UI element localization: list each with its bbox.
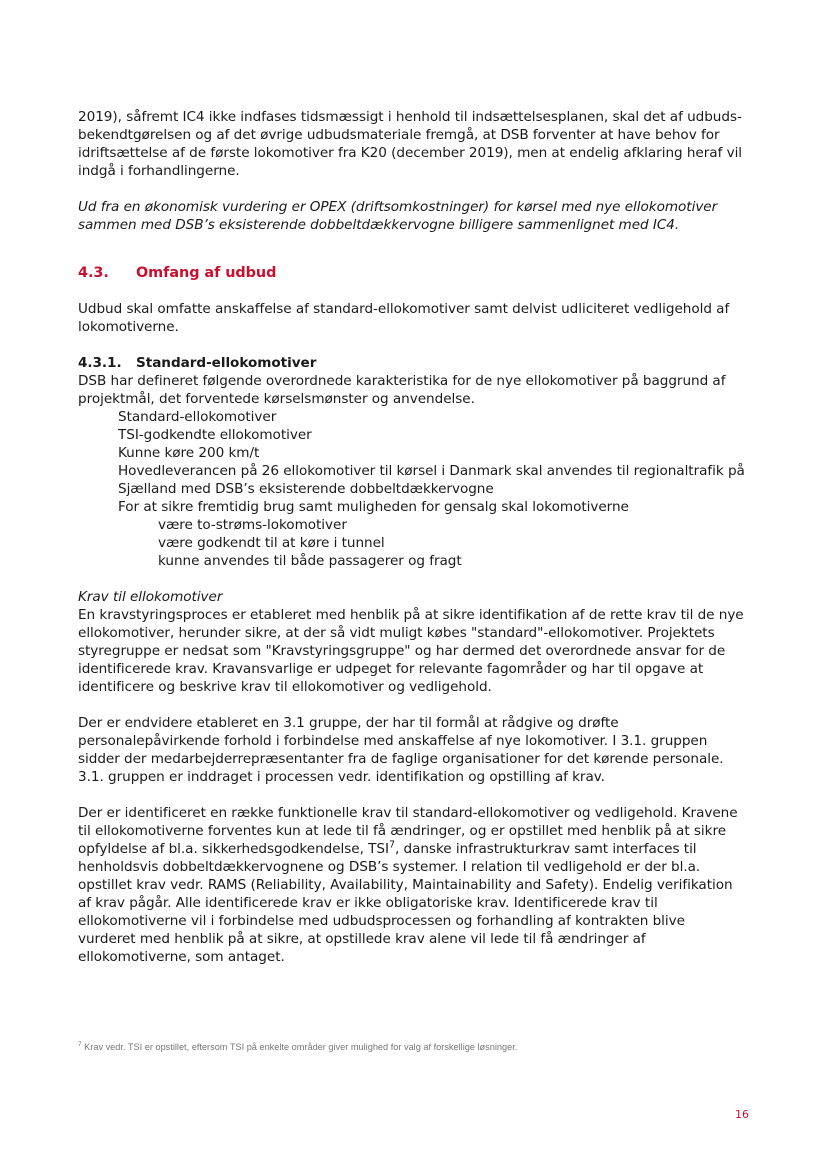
krav-paragraph-3-start: Der er identificeret en række funktionelle krav til standard-ellokomotiver og vedligehold. Kravene til ellokomotiverne forventes kun at lede til få ændringer, og er opstillet med henblik på at sikre opfyldelse af bl.a. sikkerhedsgodkendelse, TSI [78,805,738,857]
subsection-title: Standard-ellokomotiver [136,355,317,371]
characteristics-list [78,408,746,516]
krav-heading: Krav til ellokomotiver [78,589,223,605]
krav-paragraph-3-end: , danske infrastrukturkrav samt interfaces til henholdsvis dobbeltdækkervognene og DSB’s systemer. I relation til vedligehold er der bl.a. opstillet krav vedr. RAMS (Reliability, Availability, Maintainability and Safety). Endelig verifikation af krav pågår. Alle identificerede krav er ikke obligatoriske krav. Identificerede krav til ellokomotiverne vil i forbindelse med udbudsprocessen og forhandling af kontrakten blive vurderet med henblik på at sikre, at opstillede krav alene vil lede til få ændringer af ellokomotiverne, som antaget. [78,841,733,965]
list-item: kunne anvendes til både passagerer og fragt [158,553,462,569]
opex-paragraph: Ud fra en økonomisk vurdering er OPEX (driftsomkostninger) for kørsel med nye ellokomotiver sammen med DSB’s eksisterende dobbeltdækkervogne billigere sammenlignet med IC4. [78,199,718,233]
list-item: Hovedleverancen på 26 ellokomotiver til kørsel i Danmark skal anvendes til regionaltrafik på Sjælland med DSB’s eksisterende dobbeltdækkervogne [118,463,745,497]
list-item: TSI-godkendte ellokomotiver [118,427,312,443]
footnote-reference[interactable]: 7 [388,839,395,851]
list-item: Kunne køre 200 km/t [118,445,260,461]
subsection-number: 4.3.1. [78,355,122,371]
page-content [78,108,746,966]
footnote-text: Krav vedr. TSI er opstillet, eftersom TSI på enkelte områder giver mulighed for valg af forskellige løsninger. [81,1042,518,1052]
krav-paragraph-1: En kravstyringsproces er etableret med henblik på at sikre identifikation af de rette krav til de nye ellokomotiver, herunder sikre, at der så vidt muligt købes "standard"-ellokomotiver. Projektets styregruppe er nedsat som "Kravstyringsgruppe" og har dermed det overordnede ansvar for de identificerede krav. Kravansvarlige er udpeget for relevante fagområder og har til opgave at identificere og beskrive krav til ellokomotiver og vedligehold. [78,607,744,695]
list-item: være godkendt til at køre i tunnel [158,535,385,551]
krav-paragraph-2: Der er endvidere etableret en 3.1 gruppe, der har til formål at rådgive og drøfte personalepåvirkende forhold i forbindelse med anskaffelse af nye lokomotiver. I 3.1. gruppen sidder der medarbejderrepræsentanter fra de faglige organisationer for det kørende personale. 3.1. gruppen er inddraget i processen vedr. identifikation og opstilling af krav. [78,715,724,785]
section-paragraph: Udbud skal omfatte anskaffelse af standard-ellokomotiver samt delvist udliciteret vedligehold af lokomotiverne. [78,301,730,335]
section-title: Omfang af udbud [136,265,277,281]
subsection-heading [78,354,746,372]
list-item: For at sikre fremtidig brug samt muligheden for gensalg skal lokomotiverne [118,499,629,515]
page-number: 16 [735,1108,749,1121]
intro-paragraph: 2019), såfremt IC4 ikke indfases tidsmæssigt i henhold til indsættelsesplanen, skal det af udbuds-bekendtgørelsen og af det øvrige udbudsmateriale fremgå, at DSB forventer at have behov for idriftsættelse af de første lokomotiver fra K20 (december 2019), men at endelig afklaring heraf vil indgå i forhandlingerne. [78,109,743,179]
sub-characteristics-list [78,516,746,570]
list-item: være to-strøms-lokomotiver [158,517,347,533]
footnote-number: 7 [78,1040,82,1048]
section-heading [78,264,746,282]
krav-paragraph-3 [78,804,746,966]
list-item: Standard-ellokomotiver [118,409,277,425]
subsection-intro: DSB har defineret følgende overordnede karakteristika for de nye ellokomotiver på baggrund af projektmål, det forventede kørselsmønster og anvendelse. [78,373,726,407]
section-number: 4.3. [78,265,109,281]
footnote [78,1041,746,1053]
